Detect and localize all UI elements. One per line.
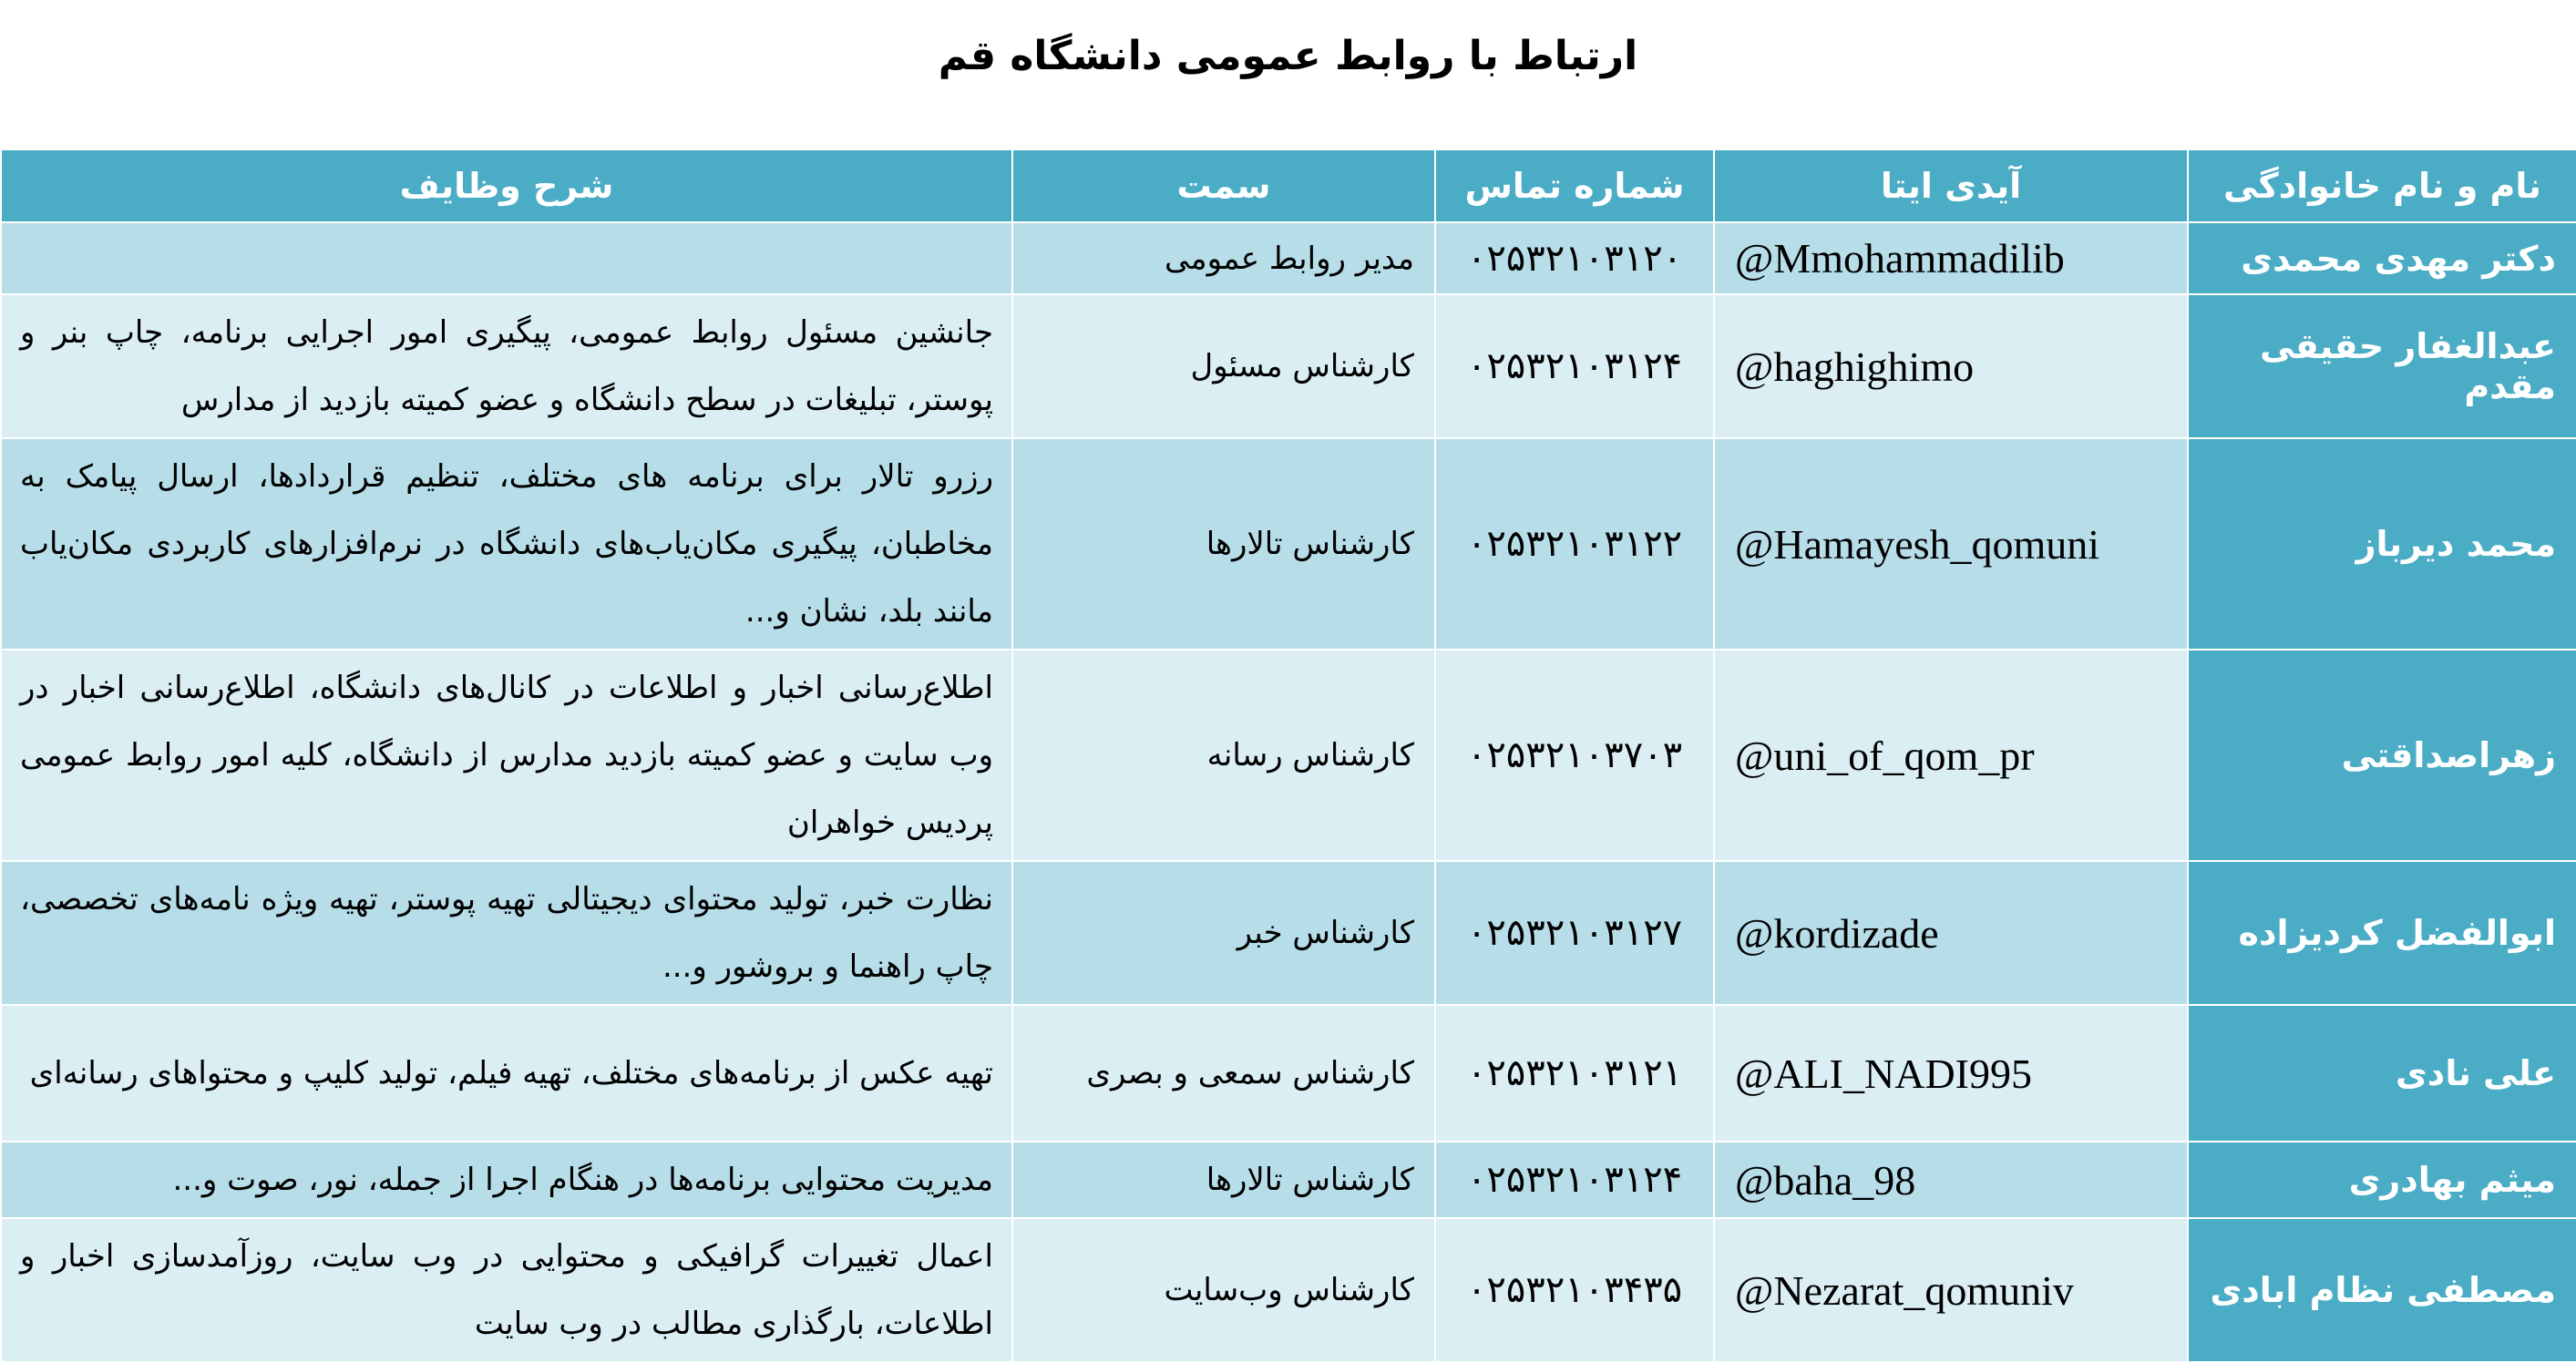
cell-eitaa-id: @ALI_NADI995 bbox=[1714, 1005, 2188, 1142]
cell-duties: مدیریت محتوایی برنامه‌ها در هنگام اجرا از جمله، نور، صوت و... bbox=[1, 1142, 1012, 1218]
header-position: سمت bbox=[1012, 149, 1435, 222]
cell-eitaa-id: @haghighimo bbox=[1714, 294, 2188, 438]
cell-eitaa-id: @Hamayesh_qomuni bbox=[1714, 438, 2188, 650]
cell-phone: ۰۲۵۳۲۱۰۳۴۳۵ bbox=[1435, 1218, 1714, 1362]
cell-duties: نظارت خبر، تولید محتوای دیجیتالی تهیه پوستر، تهیه ویژه نامه‌های تخصصی، چاپ راهنما و بروشور و... bbox=[1, 861, 1012, 1005]
cell-eitaa-id: @baha_98 bbox=[1714, 1142, 2188, 1218]
cell-position: کارشناس تالارها bbox=[1012, 1142, 1435, 1218]
cell-eitaa-id: @Mmohammadilib bbox=[1714, 222, 2188, 294]
table-row bbox=[1, 1218, 2576, 1362]
cell-position: کارشناس خبر bbox=[1012, 861, 1435, 1005]
cell-name: علی نادی bbox=[2188, 1005, 2576, 1142]
cell-position: کارشناس تالارها bbox=[1012, 438, 1435, 650]
cell-position: مدیر روابط عمومی bbox=[1012, 222, 1435, 294]
cell-position: کارشناس رسانه bbox=[1012, 650, 1435, 861]
table-row bbox=[1, 438, 2576, 650]
cell-name: محمد دیرباز bbox=[2188, 438, 2576, 650]
cell-phone: ۰۲۵۳۲۱۰۳۱۲۷ bbox=[1435, 861, 1714, 1005]
table-row bbox=[1, 650, 2576, 861]
contacts-table bbox=[0, 149, 2576, 1363]
cell-phone: ۰۲۵۳۲۱۰۳۷۰۳ bbox=[1435, 650, 1714, 861]
header-name: نام و نام خانوادگی bbox=[2188, 149, 2576, 222]
header-duties: شرح وظایف bbox=[1, 149, 1012, 222]
cell-name: دکتر مهدی محمدی bbox=[2188, 222, 2576, 294]
cell-position: کارشناس سمعی و بصری bbox=[1012, 1005, 1435, 1142]
cell-name: زهراصداقتی bbox=[2188, 650, 2576, 861]
cell-eitaa-id: @uni_of_qom_pr bbox=[1714, 650, 2188, 861]
cell-name: عبدالغفار حقیقی مقدم bbox=[2188, 294, 2576, 438]
cell-phone: ۰۲۵۳۲۱۰۳۱۲۴ bbox=[1435, 1142, 1714, 1218]
table-row bbox=[1, 294, 2576, 438]
cell-name: ابوالفضل کردیزاده bbox=[2188, 861, 2576, 1005]
cell-position: کارشناس وب‌سایت bbox=[1012, 1218, 1435, 1362]
cell-eitaa-id: @Nezarat_qomuniv bbox=[1714, 1218, 2188, 1362]
cell-duties: رزرو تالار برای برنامه های مختلف، تنظیم قراردادها، ارسال پیامک به مخاطبان، پیگیری مکان‌یاب‌های دانشگاه در نرم‌افزارهای کاربردی مکان‌یاب مانند بلد، نشان و... bbox=[1, 438, 1012, 650]
cell-phone: ۰۲۵۳۲۱۰۳۱۲۴ bbox=[1435, 294, 1714, 438]
cell-duties: اعمال تغییرات گرافیکی و محتوایی در وب سایت، روزآمدسازی اخبار و اطلاعات، بارگذاری مطالب در وب سایت bbox=[1, 1218, 1012, 1362]
cell-duties: تهیه عکس از برنامه‌های مختلف، تهیه فیلم، تولید کلیپ و محتواهای رسانه‌ای bbox=[1, 1005, 1012, 1142]
cell-position: کارشناس مسئول bbox=[1012, 294, 1435, 438]
header-phone: شماره تماس bbox=[1435, 149, 1714, 222]
header-eitaa-id: آیدی ایتا bbox=[1714, 149, 2188, 222]
table-row bbox=[1, 1142, 2576, 1218]
cell-name: مصطفی نظام ابادی bbox=[2188, 1218, 2576, 1362]
cell-phone: ۰۲۵۳۲۱۰۳۱۲۲ bbox=[1435, 438, 1714, 650]
table-row bbox=[1, 861, 2576, 1005]
cell-duties: اطلاع‌رسانی اخبار و اطلاعات در کانال‌های دانشگاه، اطلاع‌رسانی اخبار در وب سایت و عضو کمیته بازدید مدارس از دانشگاه، کلیه امور روابط عمومی پردیس خواهران bbox=[1, 650, 1012, 861]
cell-phone: ۰۲۵۳۲۱۰۳۱۲۱ bbox=[1435, 1005, 1714, 1142]
page-title: ارتباط با روابط عمومی دانشگاه قم bbox=[938, 33, 1638, 79]
table-row bbox=[1, 1005, 2576, 1142]
cell-duties bbox=[1, 222, 1012, 294]
cell-phone: ۰۲۵۳۲۱۰۳۱۲۰ bbox=[1435, 222, 1714, 294]
cell-duties: جانشین مسئول روابط عمومی، پیگیری امور اجرایی برنامه، چاپ بنر و پوستر، تبلیغات در سطح دانشگاه و عضو کمیته بازدید از مدارس bbox=[1, 294, 1012, 438]
cell-eitaa-id: @kordizade bbox=[1714, 861, 2188, 1005]
table-row bbox=[1, 222, 2576, 294]
cell-name: میثم بهادری bbox=[2188, 1142, 2576, 1218]
table-header-row bbox=[1, 149, 2576, 222]
